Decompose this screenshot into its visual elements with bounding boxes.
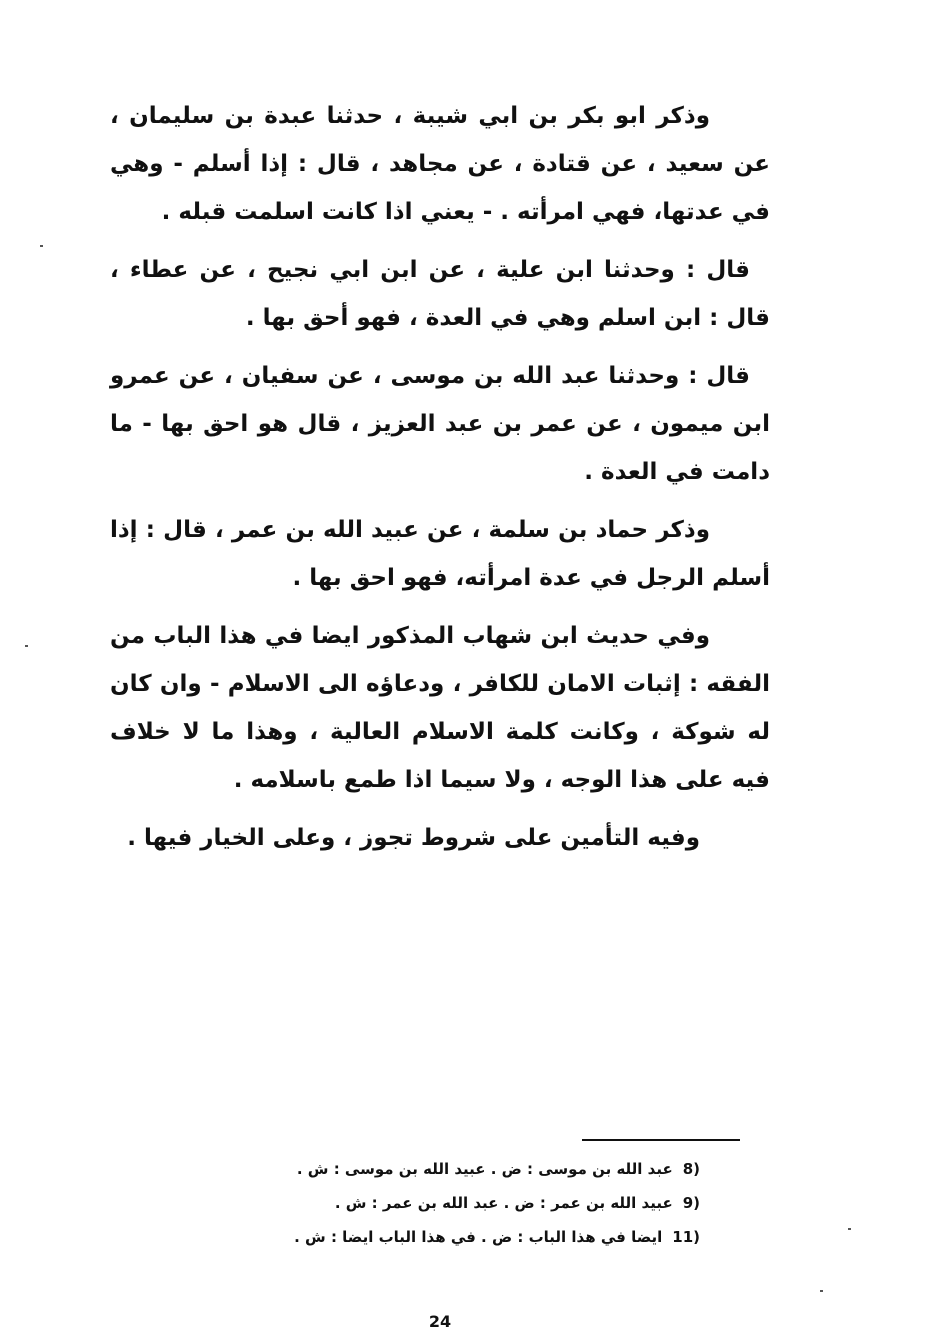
paragraph-5: وفي حديث ابن شهاب المذكور ايضا في هذا الباب من الفقه : إثبات الامان للكافر ، ودعاؤه الى الاسلام - وان كان له شوكة ، وكانت كلمة الاسلام العالية ، وهذا ما لا خلاف فيه على هذا الوجه ، ولا سيما اذا طمع باسلامه . [110, 623, 770, 793]
footnote-item [190, 1152, 700, 1186]
footnote-text: عبد الله بن موسى : ض . عبيد الله بن موسى : ش . [296, 1160, 673, 1178]
paragraph-2: قال : وحدثنا ابن علية ، عن ابن ابي نجيح ، عن عطاء ، قال : ابن اسلم وهي في العدة ، فهو أحق بها . [110, 257, 770, 331]
paragraph-4: وذكر حماد بن سلمة ، عن عبيد الله بن عمر ، قال : إذا أسلم الرجل في عدة امرأته، فهو احق بها . [110, 517, 770, 591]
scan-speck [848, 1228, 851, 1230]
footnote-text: عبيد الله بن عمر : ض . عبد الله بن عمر : ش . [334, 1194, 673, 1212]
footnote-number: 8) [682, 1160, 700, 1178]
page-number: 24 [428, 1312, 452, 1331]
footnote-number: 11) [672, 1228, 700, 1246]
paragraph-6: وفيه التأمين على شروط تجوز ، وعلى الخيار فيها . [127, 825, 700, 851]
paragraph-3: قال : وحدثنا عبد الله بن موسى ، عن سفيان ، عن عمرو ابن ميمون ، عن عمر بن عبد العزيز ، قال هو احق بها - ما دامت في العدة . [110, 363, 770, 485]
footnote-item [190, 1220, 700, 1254]
footnote-number: 9) [682, 1194, 700, 1212]
scan-speck [820, 1290, 823, 1292]
footnotes [190, 1152, 700, 1254]
paragraph-1: وذكر ابو بكر بن ابي شيبة ، حدثنا عبدة بن سليمان ، عن سعيد ، عن قتادة ، عن مجاهد ، قال : إذا أسلم - وهي في عدتها، فهي امرأته . - يعني اذا كانت اسلمت قبله . [110, 103, 770, 225]
footnote-item [190, 1186, 700, 1220]
main-text [110, 92, 770, 872]
scan-speck [40, 245, 43, 247]
scan-speck [25, 645, 28, 647]
footnote-text: ايضا في هذا الباب : ض . في هذا الباب ايضا : ش . [294, 1228, 663, 1246]
footnote-divider [582, 1139, 740, 1141]
